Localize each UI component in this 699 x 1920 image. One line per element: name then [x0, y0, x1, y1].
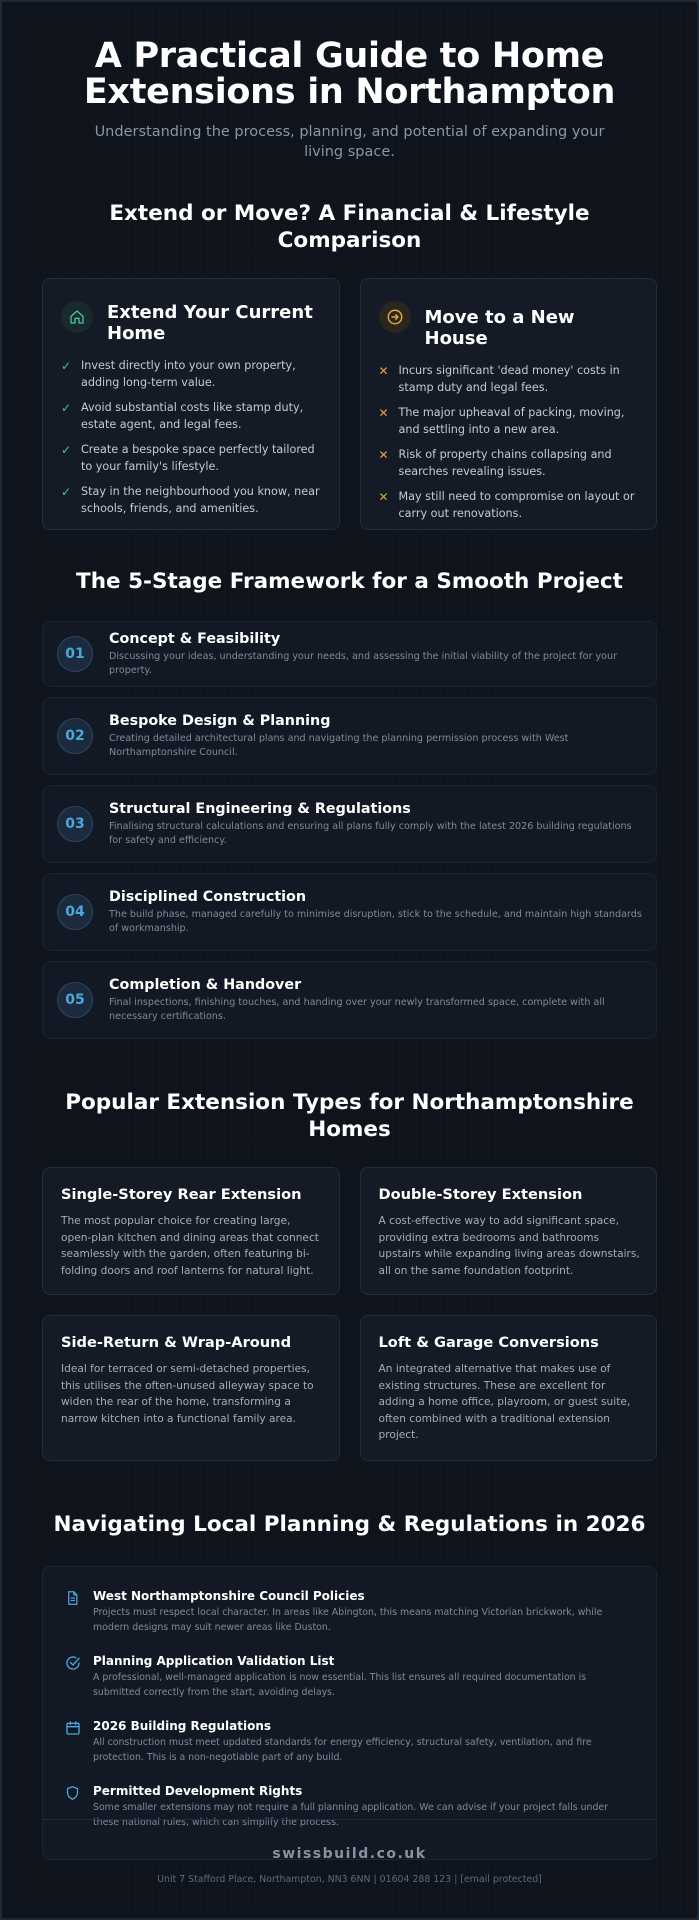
- stage-title: Disciplined Construction: [109, 889, 307, 905]
- stage-title: Structural Engineering & Regulations: [109, 801, 411, 817]
- cross-icon: ✕: [378, 364, 389, 378]
- type-description: A cost-effective way to add significant space, providing extra bedrooms and bathrooms upstairs while expanding living areas downstairs, all on the same foundation footprint.: [378, 1215, 640, 1277]
- footer-brand: swissbuild.co.uk: [272, 1846, 427, 1862]
- page-title: A Practical Guide to Home Extensions in Northampton: [83, 36, 616, 112]
- move-card-title: Move to a New House: [424, 307, 575, 349]
- type-title: Single-Storey Rear Extension: [61, 1186, 302, 1203]
- check-icon: ✓: [61, 359, 72, 373]
- planning-item-description: Projects must respect local character. In areas like Abington, this means matching Victorian brickwork, while modern designs may suit newer areas like Duston.: [93, 1607, 603, 1633]
- type-card-single-storey: [42, 1167, 340, 1295]
- stage-number: 04: [57, 894, 93, 930]
- stage-title: Concept & Feasibility: [109, 631, 281, 647]
- check-icon: ✓: [61, 401, 72, 415]
- arrow-right-circle-icon: [379, 301, 411, 333]
- type-description: Ideal for terraced or semi-detached properties, this utilises the often-unused alleyway space to widen the rear of the home, transforming a narrow kitchen into a functional family area.: [61, 1363, 314, 1425]
- list-item: ✓ Create a bespoke space perfectly tailored to your family's lifestyle.: [61, 442, 323, 475]
- type-card-side-return: [42, 1315, 340, 1461]
- list-item: ✓ Avoid substantial costs like stamp duty, estate agent, and legal fees.: [61, 400, 323, 433]
- stage-description: The build phase, managed carefully to minimise disruption, stick to the schedule, and maintain high standards of workmanship.: [109, 909, 642, 934]
- move-card: [360, 278, 658, 530]
- extend-card: [42, 278, 340, 530]
- hero: [42, 2, 657, 162]
- type-description: An integrated alternative that makes use of existing structures. These are excellent for adding a home office, playroom, or guest suite, often combined with a traditional extension project.: [378, 1363, 631, 1441]
- planning-item-title: Permitted Development Rights: [93, 1784, 303, 1798]
- stages-title: The 5-Stage Framework for a Smooth Project: [76, 569, 623, 594]
- check-icon: ✓: [61, 443, 72, 457]
- planning-item-title: Planning Application Validation List: [93, 1654, 335, 1668]
- planning-item: [65, 1719, 634, 1765]
- stage-description: Creating detailed architectural plans and navigating the planning permission process with West Northamptonshire Council.: [109, 733, 569, 758]
- stage-1: [42, 621, 657, 687]
- planning-item-description: Some smaller extensions may not require a full planning application. We can advise if your project falls under these national rules, which can simplify the process.: [93, 1802, 609, 1828]
- extend-card-title: Extend Your Current Home: [107, 302, 313, 344]
- planning-title: Navigating Local Planning & Regulations in 2026: [53, 1512, 646, 1537]
- list-item: ✓ Stay in the neighbourhood you know, near schools, friends, and amenities.: [61, 484, 323, 517]
- planning-item-description: A professional, well-managed application is now essential. This list ensures all required documentation is submitted correctly from the start, avoiding delays.: [93, 1672, 587, 1698]
- footer-address: Unit 7 Stafford Place, Northampton, NN3 6NN | 01604 288 123 | [email protected]: [157, 1874, 542, 1885]
- planning-item-title: 2026 Building Regulations: [93, 1719, 272, 1733]
- type-title: Loft & Garage Conversions: [378, 1334, 599, 1351]
- stage-description: Finalising structural calculations and ensuring all plans fully comply with the latest 2026 building regulations for safety and efficiency.: [109, 821, 632, 846]
- type-card-loft-garage: [360, 1315, 658, 1461]
- stage-number: 01: [57, 636, 93, 672]
- check-circle-icon: [65, 1655, 81, 1700]
- type-title: Side-Return & Wrap-Around: [61, 1334, 292, 1351]
- planning-item: [65, 1589, 634, 1635]
- planning-list: [42, 1566, 657, 1860]
- list-item: ✕ Incurs significant 'dead money' costs in stamp duty and legal fees.: [379, 363, 641, 396]
- footer: [42, 1819, 657, 1885]
- stage-number: 03: [57, 806, 93, 842]
- stage-title: Completion & Handover: [109, 977, 302, 993]
- stage-title: Bespoke Design & Planning: [109, 713, 331, 729]
- types-grid: [42, 1167, 657, 1461]
- document-icon: [65, 1590, 81, 1635]
- stage-description: Discussing your ideas, understanding your needs, and assessing the initial viability of the project for your property.: [109, 651, 618, 676]
- list-item: ✕ The major upheaval of packing, moving, and settling into a new area.: [379, 405, 641, 438]
- stage-3: [42, 785, 657, 863]
- list-item: ✕ May still need to compromise on layout or carry out renovations.: [379, 489, 641, 522]
- stage-description: Final inspections, finishing touches, and handing over your newly transformed space, complete with all necessary certifications.: [109, 997, 605, 1022]
- calendar-icon: [65, 1720, 81, 1765]
- check-icon: ✓: [61, 485, 72, 499]
- stage-2: [42, 697, 657, 775]
- type-card-double-storey: [360, 1167, 658, 1295]
- comparison-cards: [42, 278, 657, 530]
- type-description: The most popular choice for creating large, open-plan kitchen and dining areas that connect seamlessly with the garden, often featuring bi-folding doors and roof lanterns for natural light.: [61, 1215, 319, 1277]
- planning-item-title: West Northamptonshire Council Policies: [93, 1589, 365, 1603]
- types-title: Popular Extension Types for Northamptonshire Homes: [65, 1090, 634, 1142]
- stage-5: [42, 961, 657, 1039]
- home-icon: [61, 301, 93, 333]
- stage-number: 02: [57, 718, 93, 754]
- stages-list: [42, 621, 657, 1039]
- type-title: Double-Storey Extension: [378, 1186, 583, 1203]
- comparison-title: Extend or Move? A Financial & Lifestyle Comparison: [109, 201, 590, 253]
- stage-4: [42, 873, 657, 951]
- cross-icon: ✕: [378, 490, 389, 504]
- page-subtitle: Understanding the process, planning, and potential of expanding your living space.: [94, 124, 605, 160]
- cross-icon: ✕: [378, 448, 389, 462]
- list-item: ✓ Invest directly into your own property, adding long-term value.: [61, 358, 323, 391]
- list-item: ✕ Risk of property chains collapsing and searches revealing issues.: [379, 447, 641, 480]
- planning-item: [65, 1654, 634, 1700]
- stage-number: 05: [57, 982, 93, 1018]
- planning-item-description: All construction must meet updated standards for energy efficiency, structural safety, ventilation, and fire protection. This is a non-negotiable part of any build.: [93, 1737, 592, 1763]
- cross-icon: ✕: [378, 406, 389, 420]
